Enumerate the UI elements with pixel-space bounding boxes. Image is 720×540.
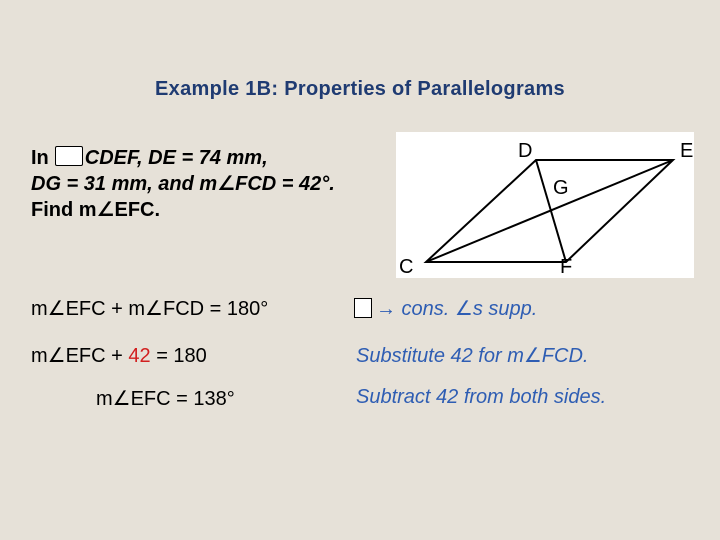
problem-line-1-text: CDEF, DE = 74 mm, (84, 147, 268, 169)
parallelogram-figure (396, 132, 694, 278)
step-1-reason (354, 296, 537, 321)
problem-line-2: DG = 31 mm, and m∠FCD = 42°. (31, 173, 335, 195)
problem-statement (31, 145, 335, 223)
problem-line-1 (31, 145, 335, 171)
problem-in-text: In (31, 147, 49, 169)
vertex-label-f: F (560, 256, 573, 278)
diagonal-ce (426, 160, 673, 262)
step-2-reason: Substitute 42 for m∠FCD. (356, 345, 589, 367)
step-3-equation: m∠EFC = 138° (96, 388, 235, 410)
slide-title: Example 1B: Properties of Parallelograms (155, 78, 565, 100)
diagonal-df (536, 160, 566, 262)
step-2-substituted-value: 42 (128, 345, 151, 367)
parallelogram-symbol-icon (354, 298, 372, 318)
vertex-label-c: C (399, 256, 414, 278)
step-1-equation: m∠EFC + m∠FCD = 180° (31, 298, 269, 320)
problem-line-3: Find m∠EFC. (31, 199, 161, 221)
parallelogram-symbol-icon (55, 146, 83, 166)
step-3-reason: Subtract 42 from both sides. (356, 386, 607, 408)
parallelogram-diagram (396, 132, 694, 278)
vertex-label-d: D (518, 140, 533, 162)
step-2-equation (31, 343, 207, 368)
vertex-label-e: E (680, 140, 694, 162)
step-2-part-a: m∠EFC + (31, 345, 129, 367)
point-label-g: G (553, 177, 569, 199)
step-1-reason-text: → cons. ∠s supp. (376, 298, 538, 320)
step-2-part-c: = 180 (150, 345, 207, 367)
